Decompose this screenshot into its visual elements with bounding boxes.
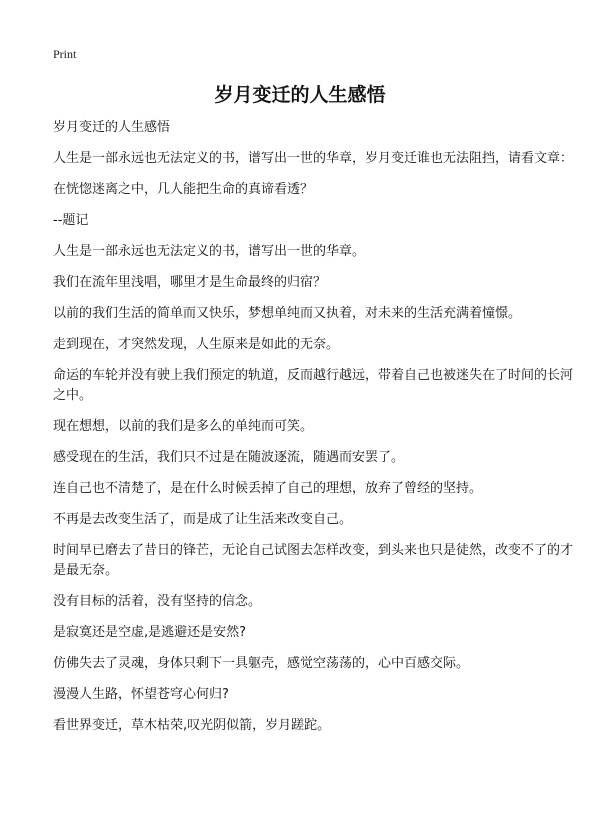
paragraph: 在恍惚迷离之中，几人能把生命的真谛看透？ — [53, 182, 314, 197]
article-body — [53, 118, 578, 747]
paragraph: 岁月变迁的人生感悟 — [53, 120, 171, 135]
page-title: 岁月变迁的人生感悟 — [214, 84, 386, 106]
paragraph: 是寂寞还是空虚,是逃避还是安然? — [53, 625, 247, 640]
paragraph: 看世界变迁，草木枯荣,叹光阴似箭，岁月蹉跎。 — [53, 718, 331, 733]
paragraph: 命运的车轮并没有驶上我们预定的轨道，反而越行越远，带着自己也被迷失在了时间的长河之中。 — [53, 368, 574, 403]
paragraph: 漫漫人生路，怀望苍穹心何归? — [53, 687, 229, 702]
print-link[interactable]: Print — [53, 47, 77, 61]
paragraph: 连自己也不清楚了，是在什么时候丢掉了自己的理想，放弃了曾经的坚持。 — [53, 481, 483, 496]
paragraph: 时间早已磨去了昔日的锋芒，无论自己试图去怎样改变，到头来也只是徒然，改变不了的才是最无奈。 — [53, 543, 574, 578]
paragraph: 人生是一部永远也无法定义的书，谱写出一世的华章。 — [53, 244, 366, 259]
paragraph: 走到现在，才突然发现，人生原来是如此的无奈。 — [53, 337, 340, 352]
paragraph: 不再是去改变生活了，而是成了让生活来改变自己。 — [53, 512, 353, 527]
paragraph: 现在想想，以前的我们是多么的单纯而可笑。 — [53, 419, 314, 434]
paragraph: 没有目标的活着，没有坚持的信念。 — [53, 594, 262, 609]
paragraph: --题记 — [53, 213, 89, 228]
paragraph: 仿佛失去了灵魂，身体只剩下一具躯壳，感觉空荡荡的，心中百感交际。 — [53, 656, 470, 671]
paragraph: 以前的我们生活的简单而又快乐，梦想单纯而又执着，对未来的生活充满着憧憬。 — [53, 306, 522, 321]
paragraph: 人生是一部永远也无法定义的书，谱写出一世的华章，岁月变迁谁也无法阻挡，请看文章： — [53, 151, 574, 166]
paragraph: 感受现在的生活，我们只不过是在随波逐流，随遇而安罢了。 — [53, 450, 405, 465]
paragraph: 我们在流年里浅唱，哪里才是生命最终的归宿？ — [53, 275, 327, 290]
